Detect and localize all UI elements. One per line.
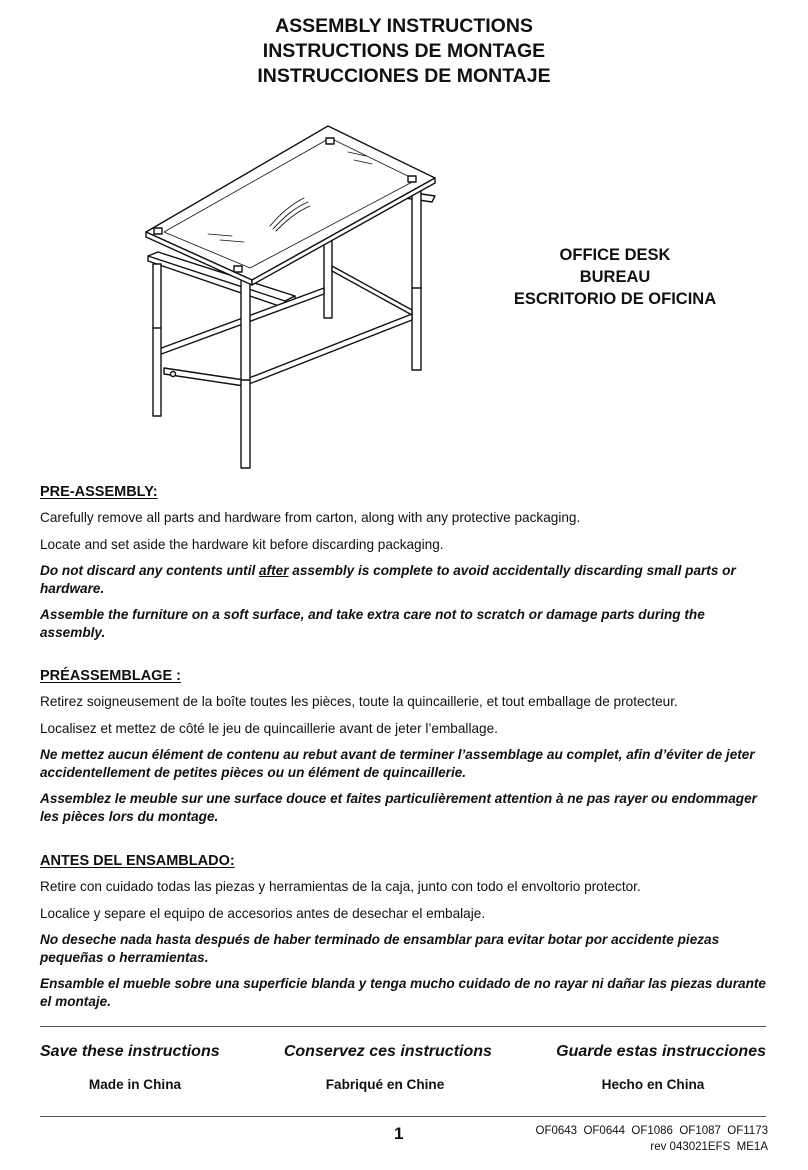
warning-paragraph: Ne mettez aucun élément de contenu au rebut avant de terminer l’assemblage au complet, afin d’éviter de jeter accidentellement de petites pièces ou un élément de quincaillerie. bbox=[40, 747, 755, 780]
save-instructions-french: Conservez ces instructions bbox=[283, 1043, 492, 1060]
instruction-paragraph: Localisez et mettez de côté le jeu de quincaillerie avant de jeter l’emballage. bbox=[40, 720, 498, 736]
product-name-french: BUREAU bbox=[579, 268, 651, 286]
title-spanish: INSTRUCCIONES DE MONTAJE bbox=[257, 65, 551, 87]
model-numbers: OF0643 OF0644 OF1086 OF1087 OF1173 bbox=[535, 1125, 768, 1137]
made-in-french: Fabriqué en Chine bbox=[325, 1077, 445, 1092]
instruction-paragraph: Localice y separe el equipo de accesorios antes de desechar el embalaje. bbox=[40, 905, 486, 921]
instruction-paragraph: Locate and set aside the hardware kit before discarding packaging. bbox=[40, 536, 444, 552]
page-number: 1 bbox=[394, 1124, 404, 1143]
footer-divider-top bbox=[40, 1026, 766, 1027]
instruction-paragraph: Carefully remove all parts and hardware from carton, along with any protective packaging. bbox=[40, 510, 581, 525]
warning-text: Do not discard any contents until bbox=[40, 563, 260, 578]
section-heading: PRE-ASSEMBLY: bbox=[40, 484, 158, 500]
pre-assembly-section-spanish bbox=[40, 853, 770, 1019]
model-codes bbox=[536, 1123, 768, 1155]
section-heading: ANTES DEL ENSAMBLADO: bbox=[40, 853, 235, 869]
warning-paragraph: Ensamble el mueble sobre una superficie blanda y tenga mucho cuidado de no rayar ni dañar las piezas durante el montaje. bbox=[40, 976, 766, 1009]
warning-paragraph: Assemblez le meuble sur une surface douce et faites particulièrement attention à ne pas rayer ou endommager les pièces lors du montage. bbox=[40, 791, 757, 824]
made-in-english: Made in China bbox=[88, 1077, 182, 1092]
product-name-english: OFFICE DESK bbox=[559, 246, 671, 264]
save-instructions-row bbox=[40, 1043, 766, 1061]
made-in-spanish: Hecho en China bbox=[601, 1077, 705, 1092]
revision-code: rev 043021EFS ME1A bbox=[650, 1141, 768, 1153]
save-instructions-english: Save these instructions bbox=[40, 1043, 220, 1060]
instruction-paragraph: Retire con cuidado todas las piezas y herramientas de la caja, junto con todo el envoltorio protector. bbox=[40, 879, 641, 894]
footer-divider-bottom bbox=[40, 1116, 766, 1117]
document-title-block bbox=[0, 14, 808, 89]
pre-assembly-section-french bbox=[40, 668, 770, 834]
instruction-paragraph: Retirez soigneusement de la boîte toutes les pièces, toute la quincaillerie, et tout emballage de protecteur. bbox=[40, 694, 678, 709]
warning-text: assembly is complete to avoid accidentally discarding small parts or hardware. bbox=[40, 563, 736, 596]
emphasized-word: after bbox=[259, 563, 289, 578]
warning-paragraph: Assemble the furniture on a soft surface, and take extra care not to scratch or damage parts during the assembly. bbox=[40, 607, 705, 640]
save-instructions-spanish: Guarde estas instrucciones bbox=[556, 1043, 766, 1060]
office-desk-illustration bbox=[140, 118, 440, 474]
warning-paragraph bbox=[40, 562, 770, 597]
pre-assembly-section-english bbox=[40, 484, 770, 650]
title-english: ASSEMBLY INSTRUCTIONS bbox=[275, 15, 533, 37]
section-heading: PRÉASSEMBLAGE : bbox=[40, 668, 181, 684]
title-french: INSTRUCTIONS DE MONTAGE bbox=[262, 40, 546, 62]
product-name-spanish: ESCRITORIO DE OFICINA bbox=[513, 290, 717, 308]
warning-paragraph: No deseche nada hasta después de haber terminado de ensamblar para evitar botar por accidente piezas pequeñas o herramientas. bbox=[40, 932, 720, 965]
product-name-block bbox=[470, 244, 760, 310]
made-in-row bbox=[40, 1077, 766, 1092]
